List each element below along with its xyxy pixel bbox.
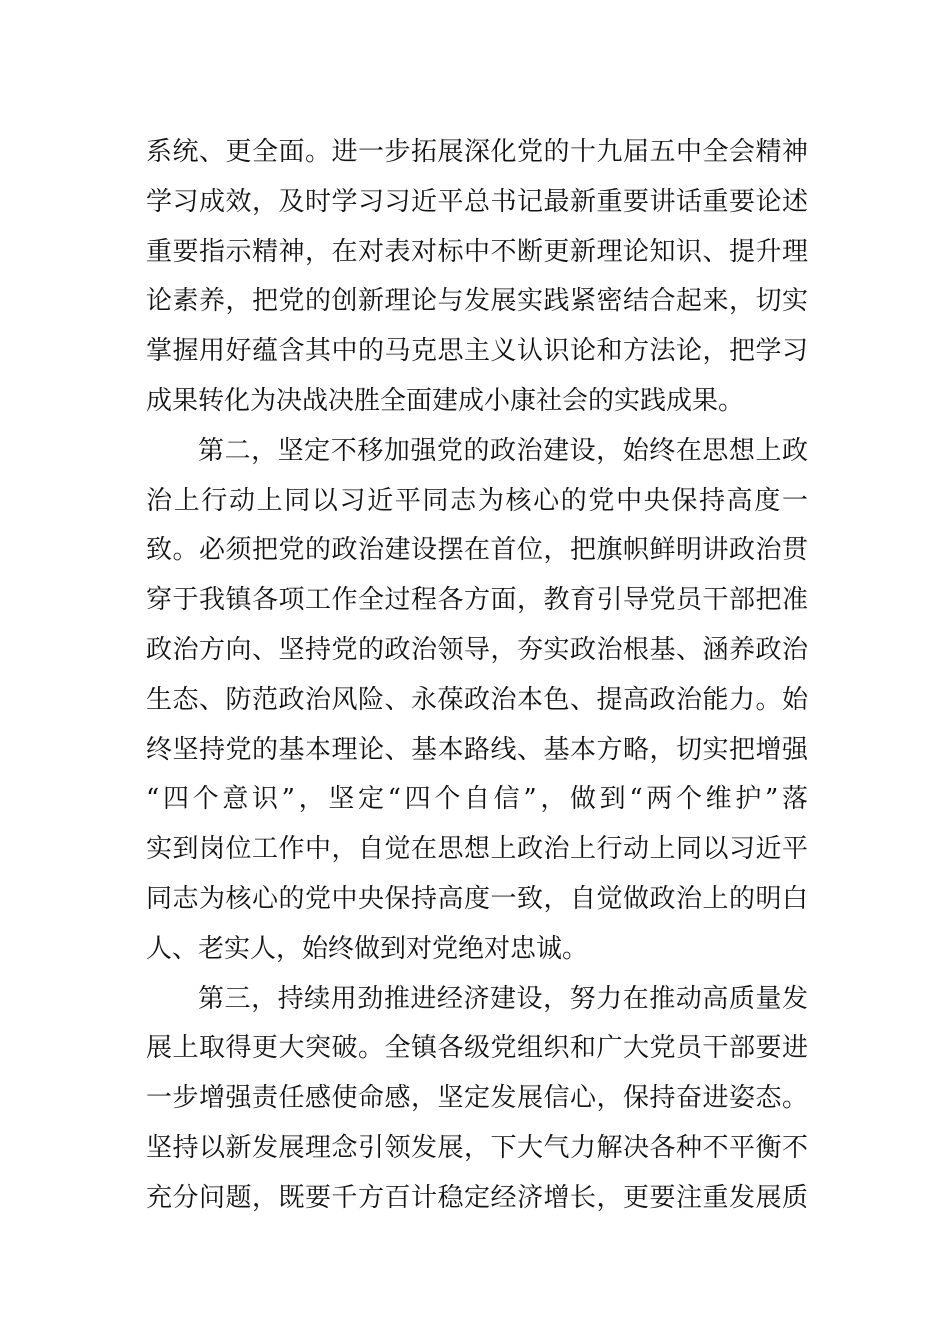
text-line: 致。必须把党的政治建设摆在首位，把旗帜鲜明讲政治贯 — [146, 535, 808, 566]
text-line: 重要指示精神，在对表对标中不断更新理论知识、提升理 — [146, 236, 808, 267]
text-line: 论素养，把党的创新理论与发展实践紧密结合起来，切实 — [146, 286, 808, 317]
text-line: 展上取得更大突破。全镇各级党组织和广大党员干部要进 — [146, 1033, 808, 1064]
text-line: 人、老实人，始终做到对党绝对忠诚。 — [146, 933, 589, 964]
text-line: 第二，坚定不移加强党的政治建设，始终在思想上政 — [198, 435, 808, 466]
text-line: 成果转化为决战决胜全面建成小康社会的实践成果。 — [146, 385, 745, 416]
text-line: 生态、防范政治风险、永葆政治本色、提高政治能力。始 — [146, 684, 808, 715]
text-line: 系统、更全面。进一步拓展深化党的十九届五中全会精神 — [146, 137, 808, 167]
text-line: 治上行动上同以习近平同志为核心的党中央保持高度一 — [146, 485, 808, 516]
text-line: 充分问题，既要千方百计稳定经济增长，更要注重发展质 — [146, 1182, 808, 1213]
text-line: 同志为核心的党中央保持高度一致，自觉做政治上的明白 — [146, 883, 808, 914]
text-line: 第三，持续用劲推进经济建设，努力在推动高质量发 — [198, 983, 808, 1014]
text-line: 学习成效，及时学习习近平总书记最新重要讲话重要论述 — [146, 186, 808, 217]
text-line: 政治方向、坚持党的政治领导，夯实政治根基、涵养政治 — [146, 634, 808, 665]
text-line: “四个意识”，坚定“四个自信”，做到“两个维护”落 — [146, 784, 808, 815]
body-text — [146, 128, 808, 1224]
text-line: 穿于我镇各项工作全过程各方面，教育引导党员干部把准 — [146, 585, 808, 616]
text-line: 一步增强责任感使命感，坚定发展信心，保持奋进姿态。 — [146, 1083, 808, 1114]
text-line: 终坚持党的基本理论、基本路线、基本方略，切实把增强 — [146, 734, 808, 765]
text-line: 实到岗位工作中，自觉在思想上政治上行动上同以习近平 — [146, 834, 808, 865]
text-line: 掌握用好蕴含其中的马克思主义认识论和方法论，把学习 — [146, 336, 808, 367]
text-line: 坚持以新发展理念引领发展，下大气力解决各种不平衡不 — [146, 1132, 808, 1163]
